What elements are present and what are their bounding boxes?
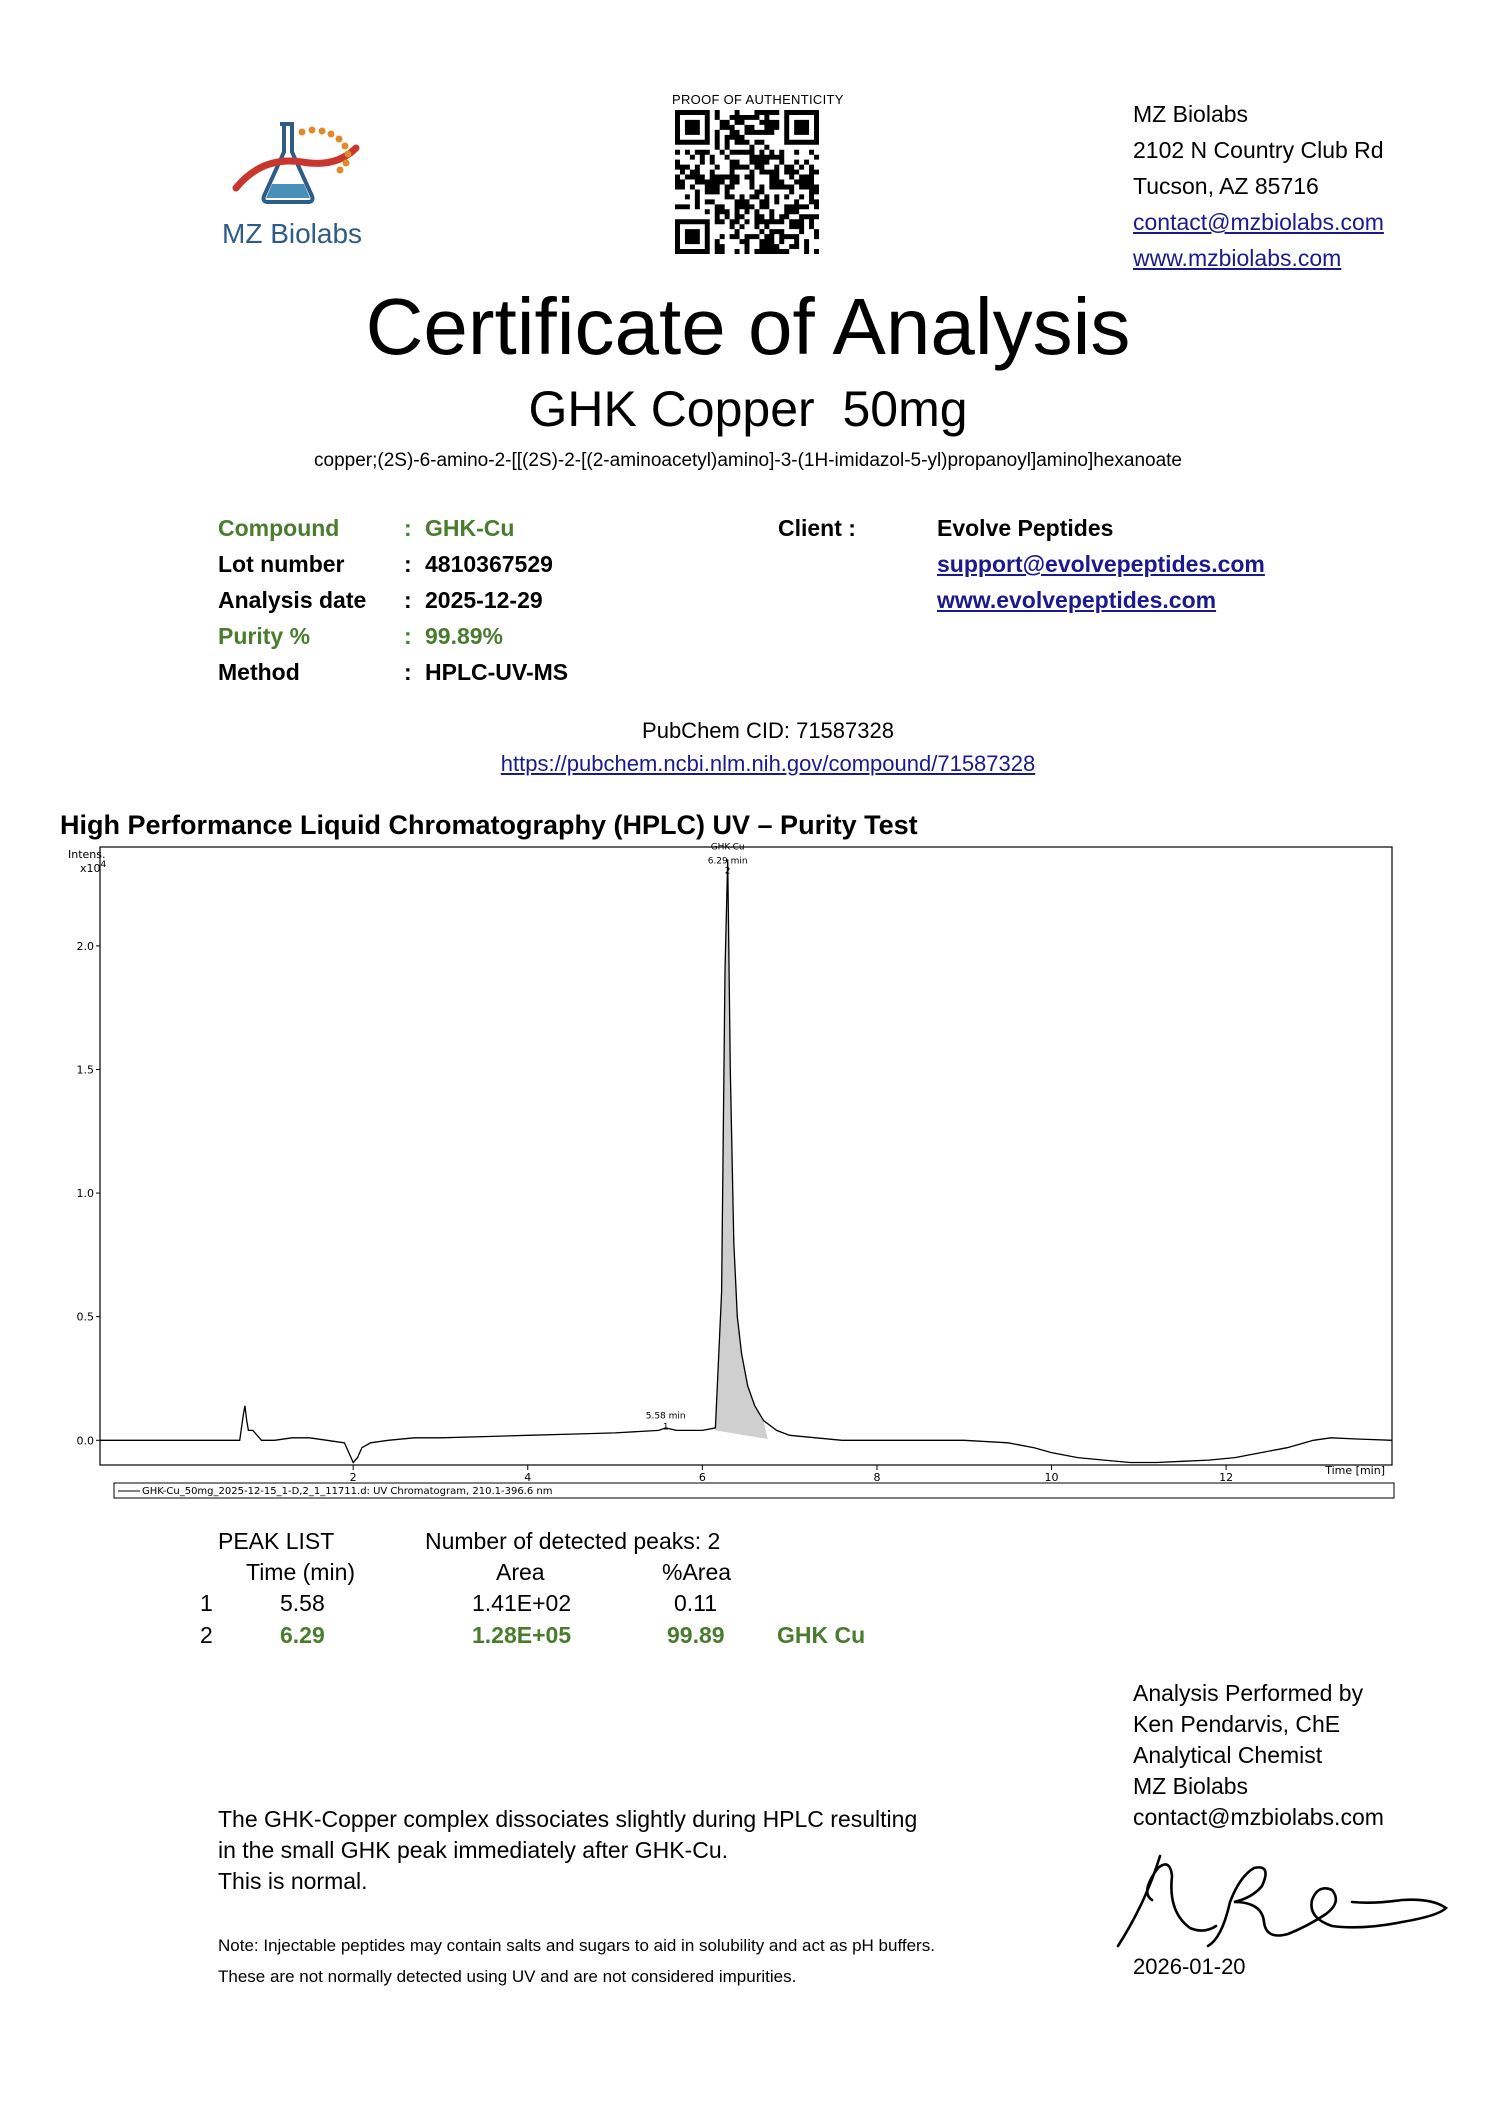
peak-row-1-area: 1.41E+02 <box>472 1590 572 1616</box>
analyst-line-3: Analytical Chemist <box>1133 1742 1323 1768</box>
qr-code-icon <box>675 110 819 254</box>
peak-1-time-label: 5.58 min <box>645 1411 686 1422</box>
analysis-date-label: Analysis date <box>218 587 367 613</box>
y-multiplier-exponent: 4 <box>100 860 107 870</box>
peak-row-2-time: 6.29 <box>280 1622 325 1648</box>
compound-value: GHK-Cu <box>425 515 515 541</box>
peak-2-time-label: 6.29 min <box>707 856 748 867</box>
injectable-line-1: Note: Injectable peptides may contain salts and sugars to aid in solubility and act as pH buffers. <box>218 1936 935 1955</box>
plot-frame <box>100 847 1392 1465</box>
chromatogram-svg <box>0 840 1496 1510</box>
dissociation-note <box>218 1804 917 1897</box>
logo-text: MZ Biolabs <box>222 218 363 249</box>
peak-row-1-time: 5.58 <box>280 1590 325 1616</box>
lab-city: Tucson, AZ 85716 <box>1133 173 1319 199</box>
peak-list-title: PEAK LIST <box>218 1528 335 1554</box>
method-sep: : <box>404 659 412 685</box>
injectable-line-2: These are not normally detected using UV and are not considered impurities. <box>218 1967 797 1986</box>
peak-row-2-pct: 99.89 <box>667 1622 725 1648</box>
signature <box>1112 1842 1452 1957</box>
y-axis-label: Intens. <box>68 848 106 861</box>
lab-address <box>1133 96 1384 276</box>
lot-value: 4810367529 <box>425 551 553 577</box>
lot-label: Lot number <box>218 551 345 577</box>
method-value: HPLC-UV-MS <box>425 659 569 685</box>
analyst-line-1: Analysis Performed by <box>1133 1680 1364 1706</box>
analyst-line-4: MZ Biolabs <box>1133 1773 1249 1799</box>
chromatogram <box>0 840 1496 1515</box>
peak-row-1-pct: 0.11 <box>674 1590 718 1616</box>
purity-label: Purity % <box>218 623 311 649</box>
x-tick-label-6: 6 <box>698 1471 706 1484</box>
section-title: High Performance Liquid Chromatography (HPLC) UV – Purity Test <box>60 810 918 840</box>
lab-email-link[interactable]: contact@mzbiolabs.com <box>1133 209 1384 235</box>
y-tick-label-0: 0.0 <box>76 1434 94 1448</box>
y-multiplier <box>80 860 107 875</box>
analysis-date-value: 2025-12-29 <box>425 587 543 613</box>
qr-code[interactable] <box>675 110 819 259</box>
peak-2-number-label: 2 <box>724 866 731 877</box>
pubchem-cid: PubChem CID: 71587328 <box>642 718 894 743</box>
analyst-block <box>1133 1678 1384 1833</box>
y-tick-label-2: 1.0 <box>76 1187 94 1201</box>
flask-logo-icon <box>232 118 372 218</box>
compound-sep: : <box>404 515 412 541</box>
analyst-line-2: Ken Pendarvis, ChE <box>1133 1711 1341 1737</box>
injectable-note <box>218 1930 935 1992</box>
analyst-line-5: contact@mzbiolabs.com <box>1133 1804 1384 1830</box>
y-tick-label-3: 1.5 <box>76 1063 94 1077</box>
dissociation-line-1: The GHK-Copper complex dissociates slightly during HPLC resulting <box>218 1806 918 1832</box>
y-tick-label-1: 0.5 <box>76 1310 94 1324</box>
x-tick-label-4: 4 <box>524 1471 532 1484</box>
y-multiplier-base: x10 <box>80 862 101 875</box>
signature-icon <box>1112 1842 1452 1952</box>
peak-1-number-label: 1 <box>662 1422 669 1433</box>
qr-modules <box>675 110 819 254</box>
x-tick-label-10: 10 <box>1044 1471 1059 1484</box>
method-label: Method <box>218 659 300 685</box>
header-area: Area <box>496 1559 545 1585</box>
analysis-date-sep: : <box>404 587 412 613</box>
pubchem-link[interactable]: https://pubchem.ncbi.nlm.nih.gov/compound/71587328 <box>500 751 1036 776</box>
purity-sep: : <box>404 623 412 649</box>
legend-text: GHK-Cu_50mg_2025-12-15_1-D,2_1_11711.d: UV Chromatogram, 210.1-396.6 nm <box>142 1486 553 1497</box>
lot-sep: : <box>404 551 412 577</box>
peak-row-2-name: GHK Cu <box>777 1622 866 1648</box>
peak-row-2-area: 1.28E+05 <box>472 1622 572 1648</box>
chromatogram-line <box>100 859 1392 1462</box>
lab-name: MZ Biolabs <box>1133 101 1249 127</box>
client-label: Client : <box>778 515 856 541</box>
qr-label: PROOF OF AUTHENTICITY <box>672 92 844 107</box>
header-time: Time (min) <box>246 1559 356 1585</box>
client-name: Evolve Peptides <box>937 515 1114 541</box>
x-tick-label-2: 2 <box>349 1471 357 1484</box>
x-tick-label-8: 8 <box>873 1471 881 1484</box>
iupac-name: copper;(2S)-6-amino-2-[[(2S)-2-[(2-aminoacetyl)amino]-3-(1H-imidazol-5-yl)propanoyl]amino]hexanoate <box>314 450 1182 471</box>
x-axis-label: Time [min] <box>1325 1464 1385 1477</box>
signature-date: 2026-01-20 <box>1133 1954 1246 1979</box>
lab-website-link[interactable]: www.mzbiolabs.com <box>1133 245 1342 271</box>
document-title: Certificate of Analysis <box>365 282 1131 371</box>
detected-peaks-text: Number of detected peaks: 2 <box>425 1528 721 1554</box>
x-tick-label-12: 12 <box>1219 1471 1234 1484</box>
dissociation-line-2: in the small GHK peak immediately after GHK-Cu. <box>218 1837 729 1863</box>
lab-street: 2102 N Country Club Rd <box>1133 137 1384 163</box>
peak-row-2-n: 2 <box>200 1622 213 1648</box>
client-email-link[interactable]: support@evolvepeptides.com <box>937 551 1265 577</box>
lab-logo <box>232 118 372 218</box>
client-website-link[interactable]: www.evolvepeptides.com <box>937 587 1217 613</box>
header-pct-area: %Area <box>662 1559 732 1585</box>
peak-2-name-label: GHK-Cu <box>710 842 745 853</box>
y-tick-label-4: 2.0 <box>76 939 94 953</box>
purity-value: 99.89% <box>425 623 504 649</box>
peak-row-1-n: 1 <box>200 1590 213 1616</box>
compound-label: Compound <box>218 515 340 541</box>
dissociation-line-3: This is normal. <box>218 1868 368 1894</box>
product-name: GHK Copper 50mg <box>528 381 968 437</box>
